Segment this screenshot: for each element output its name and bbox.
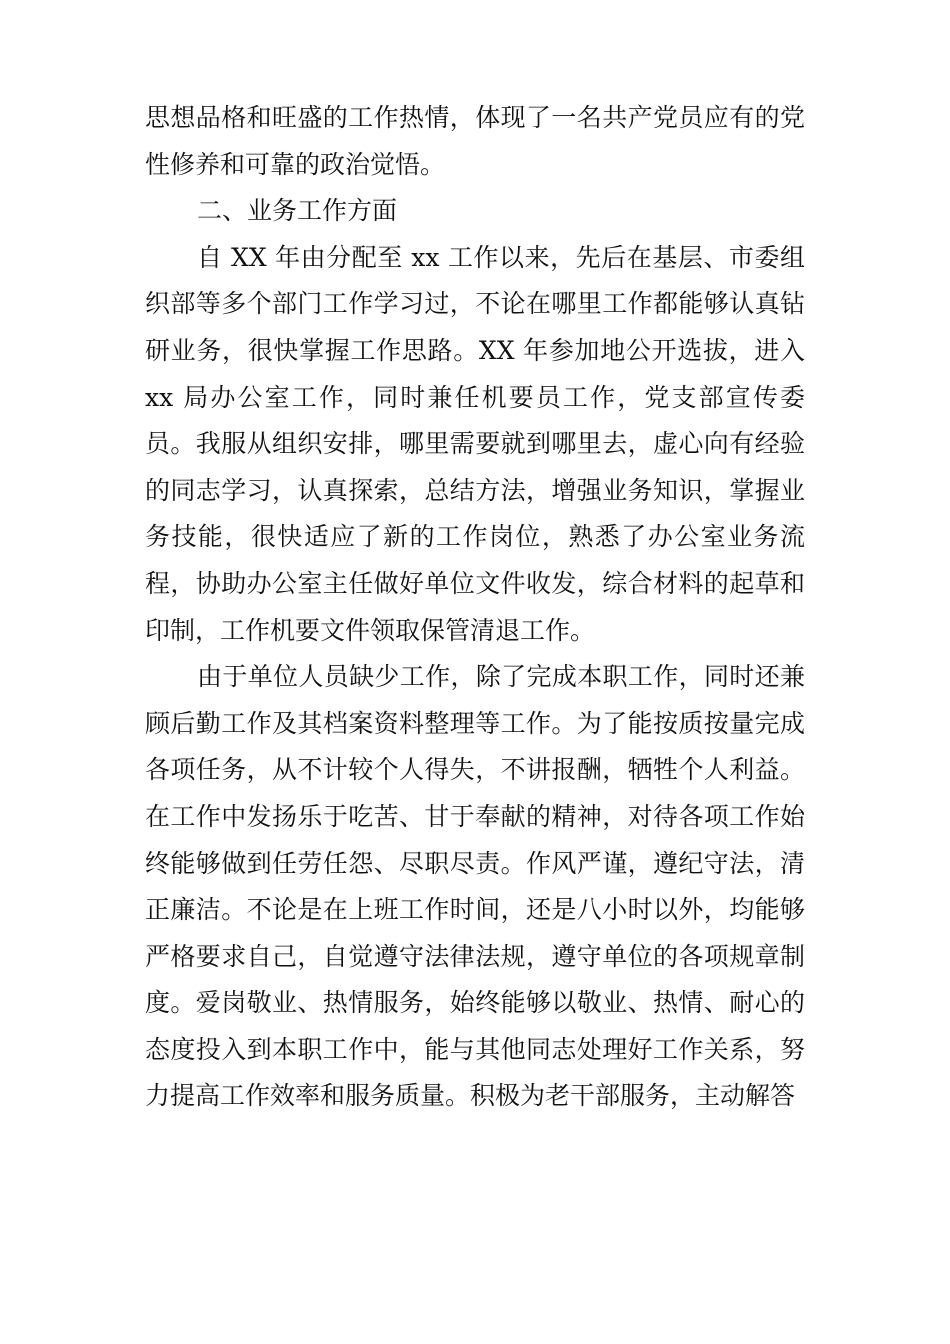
paragraph-work-history: 自 XX 年由分配至 xx 工作以来，先后在基层、市委组织部等多个部门工作学习过，不论在哪里工作都能够认真钻研业务，很快掌握工作思路。XX 年参加地公开选拔，进入 xx 局办公室工作，同时兼任机要员工作，党支部宣传委员。我服从组织安排，哪里需要就到哪里去，虚心向有经验的同志学习，认真探索，总结方法，增强业务知识，掌握业务技能，很快适应了新的工作岗位，熟悉了办公室业务流程，协助办公室主任做好单位文件收发，综合材料的起草和印制，工作机要文件领取保管清退工作。 — [145, 242, 805, 645]
document-body — [145, 95, 805, 1120]
section-heading: 二、业务工作方面 — [197, 196, 398, 226]
paragraph-continuation: 思想品格和旺盛的工作热情，体现了一名共产党员应有的党性修养和可靠的政治觉悟。 — [145, 103, 805, 179]
paragraph-extra-duties: 由于单位人员缺少工作，除了完成本职工作，同时还兼顾后勤工作及其档案资料整理等工作。为了能按质按量完成各项任务，从不计较个人得失，不讲报酬，牺牲个人利益。在工作中发扬乐于吃苦、甘于奉献的精神，对待各项工作始终能够做到任劳任怨、尽职尽责。作风严谨，遵纪守法，清正廉洁。不论是在上班工作时间，还是八小时以外，均能够严格要求自己，自觉遵守法律法规，遵守单位的各项规章制度。爱岗敬业、热情服务，始终能够以敬业、热情、耐心的态度投入到本职工作中，能与其他同志处理好工作关系，努力提高工作效率和服务质量。积极为老干部服务，主动解答 — [145, 662, 805, 1111]
